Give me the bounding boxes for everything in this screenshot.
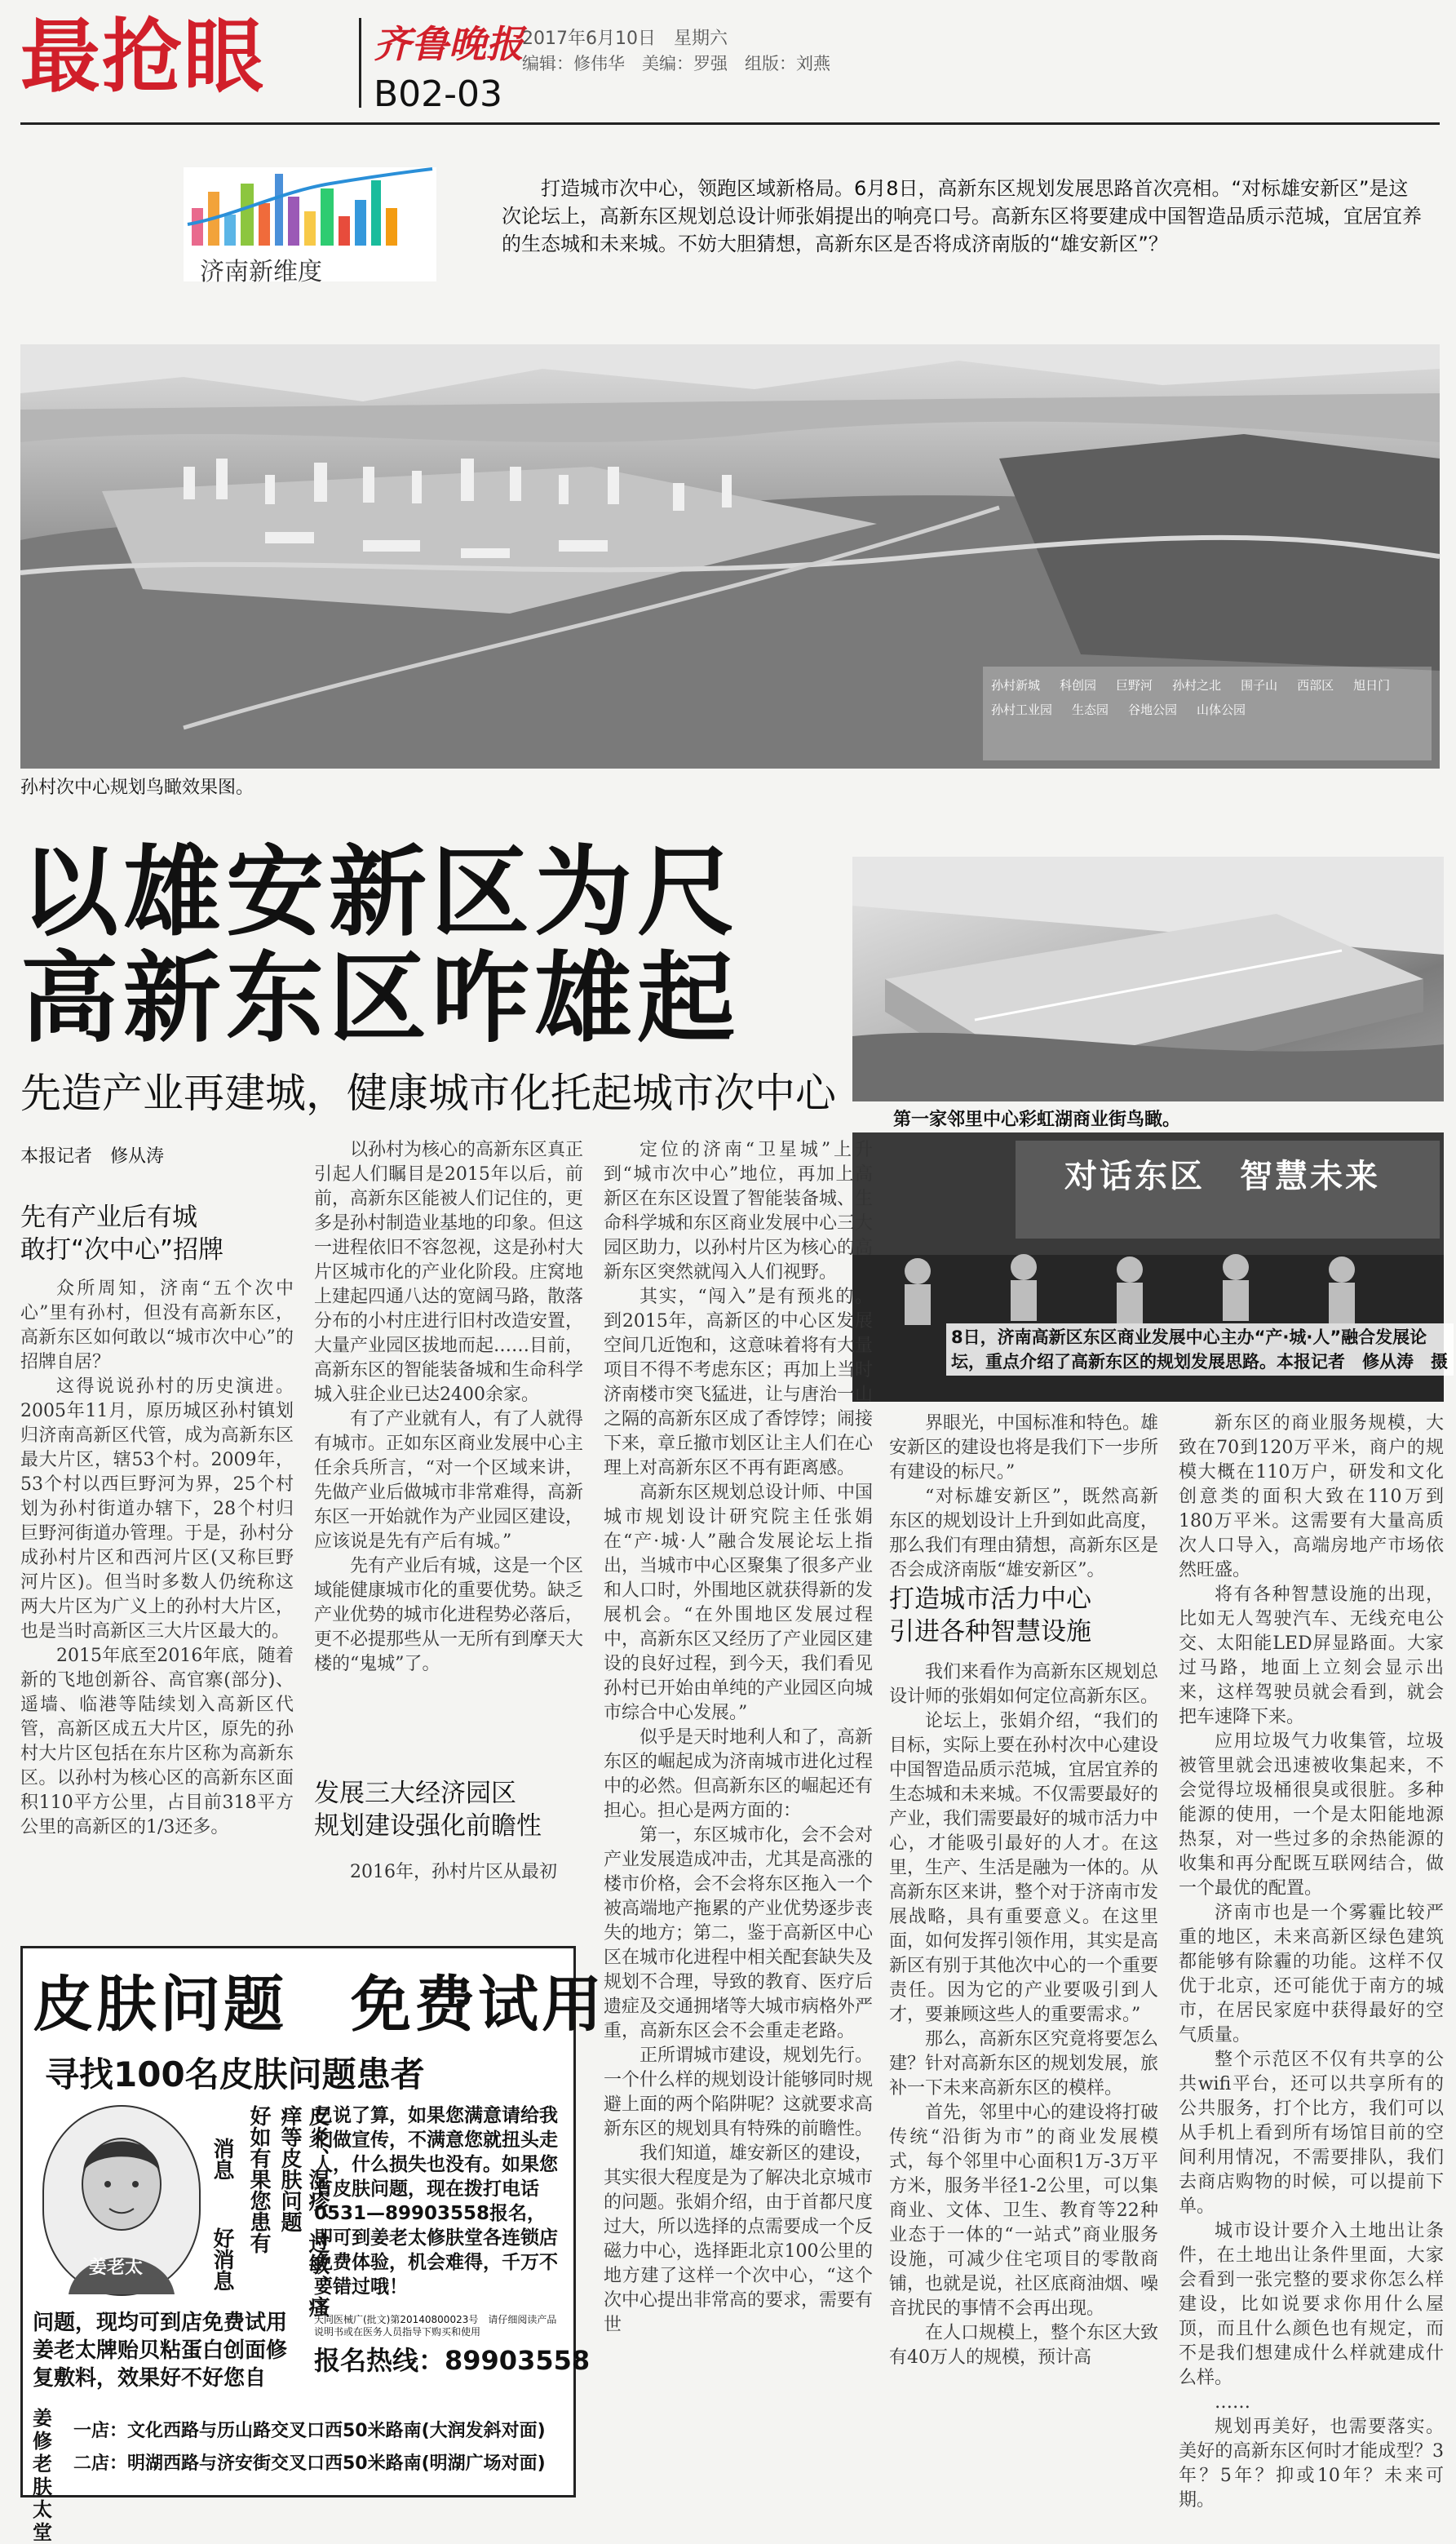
issue-date: 2017年6月10日 星期六 — [522, 29, 728, 49]
paragraph: …… — [1215, 2392, 1250, 2413]
section-head-3 — [889, 1583, 1091, 1648]
paper-logo: 齐鲁晚报 — [374, 22, 524, 66]
paragraph: 那么，高新东区究竟将要怎么建？针对高新东区的规划发展，旅补一下未来高新东区的模样。 — [889, 2029, 1159, 2099]
body-column-4-top — [889, 1412, 1159, 1580]
paragraph: 论坛上，张娟介绍，“我们的目标，实际上要在孙村次中心建设中国智造品质示范城，宜居宜养的生态城和未来城。不仅需要最好的产业，我们需要最好的城市活力中心，才能吸引最好的人才。在这里，生产、生活是融为一体的。从高新东区来讲，整个对于济南市发展战略，具有重要意义。在这里面，如何发挥引领作用，其实是高新区有别于其他次中心的一个重要责任。因为它的产业要吸引到人才，要兼顾这些人的重要需求。” — [889, 1711, 1159, 2025]
ad-left-text: 问题，现均可到店免费试用姜老太牌贻贝粘蛋白创面修复敷料，效果好不好您自 — [33, 2311, 288, 2391]
legend-item: 孙村工业园 — [991, 702, 1053, 717]
masthead: 最抢眼 — [20, 11, 266, 104]
paragraph: 第一，东区城市化，会不会对产业发展造成冲击，尤其是高涨的楼市价格，会不会将东区拖入一个被高端地产拖累的产业优势逐步丧失的地方；第二，鉴于高新区中心区在城市化进程中相关配套缺失及规划不合理，导致的教育、医疗后遗症及交通拥堵等大城市病格外严重，高新东区会不会重走老路。 — [604, 1825, 874, 2041]
headline-line-2: 高新东区咋雄起 — [20, 942, 740, 1056]
column-badge-label: 济南新维度 — [200, 258, 322, 286]
legend-item: 孙村新城 — [991, 678, 1041, 693]
mall-photo-caption: 第一家邻里中心彩虹湖商业街鸟瞰。 — [893, 1110, 1181, 1130]
section-head-1-line-1: 先有产业后有城 — [20, 1203, 197, 1232]
map-legend — [991, 675, 1432, 720]
section-head-1-line-2: 敢打“次中心”招牌 — [20, 1235, 224, 1265]
paragraph: 在人口规模上，整个东区大致有40万人的规模，预计高 — [889, 2323, 1159, 2368]
aerial-caption: 孙村次中心规划鸟瞰效果图。 — [20, 778, 254, 798]
aerial-rendering-image — [20, 344, 1440, 769]
paragraph: 以孙村为核心的高新东区真正引起人们瞩目是2015年以后，前前，高新东区能被人们记住的，更多是孙村制造业基地的印象。但这一进程依旧不容忽视，这是孙村大片区城市化的产业化阶段。庄窝地上建起四通八达的宽阔马路，散落分布的小村庄进行旧村改造安置，大量产业园区拔地而起……目前，高新东区的智能装备城和生命科学城入驻企业已达2400余家。 — [314, 1140, 584, 1405]
paragraph: 定位的济南“卫星城”上升到“城市次中心”地位，再加上高新区在东区设置了智能装备城、生命科学城和东区商业发展中心三大园区助力，以孙村片区为核心的高新东区突然就闯入人们视野。 — [604, 1140, 874, 1283]
header-divider — [359, 18, 361, 108]
page-number: B02-03 — [374, 73, 503, 115]
ad-phone-number[interactable]: 报名热线：89903558 — [314, 2345, 591, 2376]
shopping-mall-illustration — [852, 857, 1444, 1101]
paragraph: 2015年底至2016年底，随着新的飞地创新谷、高官寨(部分)、遥墙、临港等陆续划入高新区代管，高新区成五大片区，原先的孙村大片区包括在东片区称为高新东区。以孙村为核心区的高新东区面积110平方公里，占目前318平方公里的高新区的1/3还多。 — [20, 1646, 294, 1837]
ad-vertical-text-4: 皮炎、湿疹、过敏、瘙痒等皮肤问题 — [277, 2105, 330, 2317]
paragraph: 似乎是天时地利人和了，高新东区的崛起成为济南城市进化过程中的必然。但高新东区的崛起还有担心。担心是两方面的： — [604, 1727, 874, 1821]
ad-store-tag: 姜修老肤太堂 — [33, 2407, 52, 2544]
body-column-5 — [1179, 1412, 1444, 2511]
ad-store-list — [73, 2415, 563, 2480]
paragraph: 将有各种智慧设施的出现，比如无人驾驶汽车、无线充电公交、太阳能LED屏显路面。大家过马路，地面上立刻会显示出来，这样驾驶员就会看到，就会把车速降下来。 — [1179, 1584, 1444, 1727]
paragraph: 正所谓城市建设，规划先行。一个什么样的规划设计能够同时规避上面的两个陷阱呢？这就要求高新东区的规划具有特殊的前瞻性。 — [604, 2045, 874, 2139]
body-column-2 — [314, 1138, 583, 1771]
paragraph: 高新东区规划总设计师、中国城市规划设计研究院主任张娟在“产·城·人”融合发展论坛上指出，当城市中心区聚集了很多产业和人口时，外围地区就获得新的发展机会。“在外围地区发展过程中，高新东区又经历了产业园区建设的良好过程，到今天，我们看见孙村已开始由单纯的产业园区向城市综合中心发展。” — [604, 1483, 874, 1723]
paragraph: 新东区的商业服务规模，大致在70到120万平米，商户的规模大概在110万户，研发和文化创意类的面积大致在110万到180万平米。这需要有大量高质次人口导入，高端房地产市场依然旺盛。 — [1179, 1413, 1444, 1580]
ad-body-text: 已说了算，如果您满意请给我们做宣传，不满意您就扭头走人，什么损失也没有。如果您有皮肤问题，现在拨打电话0531—89903558报名，即可到姜老太修肤堂各连锁店免费体验，机会难得，千万不要错过哦！ — [314, 2105, 558, 2298]
ad-vertical-text-1: 消息 — [210, 2138, 234, 2180]
body-column-1 — [20, 1277, 294, 1938]
ad-subtitle: 寻找100名皮肤问题患者 — [45, 2054, 425, 2094]
legend-item: 巨野河 — [1116, 678, 1153, 693]
legend-item: 谷地公园 — [1128, 702, 1178, 717]
paragraph: 规划再美好，也需要落实。美好的高新东区何时才能成型？3年？5年？抑或10年？未来可期。 — [1179, 2417, 1444, 2511]
legend-item: 生态园 — [1072, 702, 1109, 717]
ad-fine-print: 天同医械广(批文)第20140800023号 请仔细阅读产品说明书或在医务人员指导下购买和使用 — [314, 2314, 557, 2338]
body-column-2-tail — [314, 1860, 583, 1893]
legend-item: 孙村之北 — [1172, 678, 1222, 693]
paragraph: 众所周知，济南“五个次中心”里有孙村，但没有高新东区，高新东区如何敢以“城市次中心”的招牌自居？ — [20, 1279, 294, 1372]
byline: 本报记者 修从涛 — [20, 1146, 165, 1167]
paragraph: 这得说说孙村的历史演进。2005年11月，原历城区孙村镇划归济南高新区代管，成为高新东区最大片区，辖53个村。2009年，53个村以西巨野河为界，25个村划为孙村街道办辖下，28个村归巨野河街道办管理。于是，孙村分成孙村片区和西河片区(又称巨野河片区)。但当时多数人仍统称这两大片区为广义上的孙村大片区，也是当时高新区三大片区最大的。 — [20, 1376, 294, 1642]
legend-item: 山体公园 — [1197, 702, 1246, 717]
section-head-2 — [314, 1777, 542, 1842]
section-head-2-line-2: 规划建设强化前瞻性 — [314, 1811, 542, 1841]
headline-subtitle: 先造产业再建城，健康城市化托起城市次中心 — [20, 1070, 836, 1117]
paragraph: 界眼光，中国标准和特色。雄安新区的建设也将是我们下一步所有建设的标尺。” — [889, 1413, 1159, 1483]
section-head-3-line-2: 引进各种智慧设施 — [889, 1617, 1091, 1647]
ad-portrait — [42, 2105, 201, 2296]
legend-item: 围子山 — [1241, 678, 1278, 693]
mall-aerial-photo — [852, 857, 1444, 1101]
paragraph: 首先，邻里中心的建设将打破传统“沿街为市”的商业发展模式，每个邻里中心面积1万-3万平方米，服务半径1-2公里，可以集商业、文体、卫生、教育等22种业态于一体的“一站式”商业服务设施，可减少住宅项目的零散商铺，也就是说，社区底商油烟、噪音扰民的事情不会再出现。 — [889, 2103, 1159, 2319]
paragraph: 先有产业后有城，这是一个区域能健康城市化的重要优势。缺乏产业优势的城市化进程势必落后，更不必提那些从一无所有到摩天大楼的“鬼城”了。 — [314, 1556, 584, 1674]
ad-vertical-text-3: 好如有果您患有 — [246, 2105, 271, 2254]
city-skyline-icon — [184, 167, 436, 246]
editor-credits: 编辑：修伟华 美编：罗强 组版：刘燕 — [522, 54, 830, 73]
ad-brand-mark: 姜老太 — [89, 2258, 144, 2278]
legend-item: 旭日门 — [1353, 678, 1391, 693]
ad-store-2: 二店：明湖西路与济安街交叉口西50米路南(明湖广场对面) — [73, 2453, 546, 2474]
paragraph: 我们知道，雄安新区的建设，其实很大程度是为了解决北京城市的问题。张娟介绍，由于首都尺度过大，所以选择的点需要成一个反磁力中心，选择距北京100公里的地方建了这样一个次中心，“这个次中心提出非常高的要求，需要有世 — [604, 2143, 874, 2335]
section-head-2-line-1: 发展三大经济园区 — [314, 1779, 516, 1808]
section-head-3-line-1: 打造城市活力中心 — [889, 1584, 1091, 1614]
section-head-1 — [20, 1201, 223, 1266]
headline-line-1: 以雄安新区为尺 — [20, 836, 740, 950]
forum-photo-caption: 8日，济南高新区东区商业发展中心主办“产·城·人”融合发展论坛，重点介绍了高新东区的规划发展思路。本报记者 修从涛 摄 — [946, 1323, 1454, 1376]
header-rule — [20, 122, 1440, 125]
paragraph: 2016年，孙村片区从最初 — [350, 1862, 557, 1882]
paragraph: 应用垃圾气力收集管，垃圾被管里就会迅速被收集起来，不会觉得垃圾桶很臭或很脏。多种能源的使用，一个是太阳能地源热泵，对一些过多的余热能源的收集和再分配既互联网结合，做一个最优的配置。 — [1179, 1731, 1444, 1899]
legend-item: 科创园 — [1060, 678, 1097, 693]
lead-paragraph: 打造城市次中心，领跑区域新格局。6月8日，高新东区规划发展思路首次亮相。“对标雄安新区”是这次论坛上，高新东区规划总设计师张娟提出的响亮口号。高新东区将要建成中国智造品质示范城，宜居宜养的生态城和未来城。不妨大胆猜想，高新东区是否将成济南版的“雄安新区”？ — [502, 177, 1422, 255]
paragraph: 整个示范区不仅有共享的公共wifi平台，还可以共享所有的公共服务，打个比方，我们可以从手机上看到所有场馆目前的空间利用情况，不需要排队，我们去商店购物的时候，可以提前下单。 — [1179, 2050, 1444, 2217]
paragraph: 城市设计要介入土地出让条件，在土地出让条件里面，大家会看到一张完整的要求你怎么样建设，比如说要求你用什么屋顶，而且什么颜色也有规定，而不是我们想建成什么样就建成什么样。 — [1179, 2221, 1444, 2388]
paragraph: 其实，“闯入”是有预兆的。到2015年，高新区的中心区发展空间几近饱和，这意味着将有大量项目不得不考虑东区；再加上当时济南楼市突飞猛进，让与唐治一山之隔的高新东区成了香饽饽；闹接下来，章丘撤市划区让主人们在心理上对高新东区不再有距离感。 — [604, 1287, 874, 1478]
body-column-3 — [604, 1138, 873, 2493]
forum-banner-text: 对话东区 智慧未来 — [1064, 1158, 1380, 1195]
paragraph: “对标雄安新区”，既然高新东区的规划设计上升到如此高度，那么我们有理由猜想，高新东区是否会成济南版“雄安新区”。 — [889, 1487, 1159, 1580]
legend-item: 西部区 — [1297, 678, 1334, 693]
ad-title: 皮肤问题 免费试用 — [33, 1970, 605, 2040]
ad-vertical-text-2: 好消息 — [210, 2227, 234, 2291]
ad-store-1: 一店：文化西路与历山路交叉口西50米路南(大润发斜对面) — [73, 2421, 546, 2441]
paragraph: 济南市也是一个雾霾比较严重的地区，未来高新区绿色建筑都能够有除霾的功能。这样不仅优于北京，还可能优于南方的城市，在居民家庭中获得最好的空气质量。 — [1179, 1903, 1444, 2045]
paragraph: 我们来看作为高新东区规划总设计师的张娟如何定位高新东区。 — [889, 1662, 1159, 1707]
paragraph: 有了产业就有人，有了人就得有城市。正如东区商业发展中心主任余兵所言，“对一个区域来讲，先做产业后做城市非常难得，高新东区一开始就作为产业园区建设，应该说是先有产后有城。” — [314, 1409, 584, 1552]
body-column-4 — [889, 1660, 1158, 2493]
